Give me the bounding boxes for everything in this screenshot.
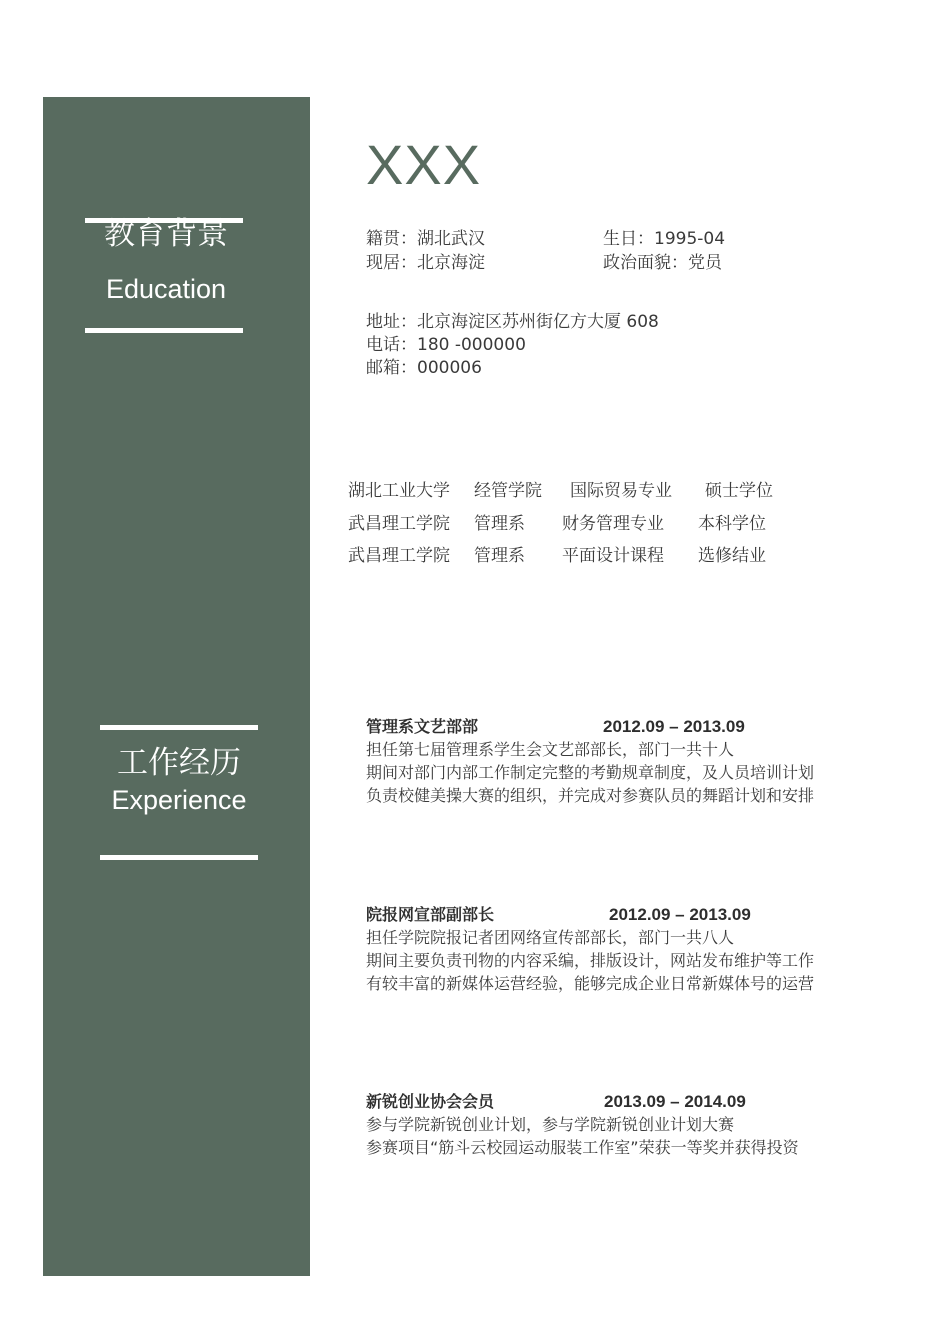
job-date: 2012.09 – 2013.09 [603,717,745,736]
job-line: 担任学院院报记者团网络宣传部部长，部门一共八人 [366,928,735,947]
birth-date: 生日：1995-04 [603,229,726,249]
job-title: 新锐创业协会会员 [366,1092,495,1111]
job-line: 有较丰富的新媒体运营经验，能够完成企业日常新媒体号的运营 [366,974,815,993]
education-bottom-rule [85,328,243,333]
experience-heading-cn: 工作经历 [117,745,241,781]
education-row [348,479,908,503]
experience-top-rule [100,725,258,730]
job-line: 参与学院新锐创业计划，参与学院新锐创业计划大赛 [366,1115,735,1134]
education-heading-en: Education [105,274,227,304]
edu-college: 管理系 [474,514,525,534]
job-entry [366,1090,906,1159]
education-row [348,544,908,568]
residence: 现居：北京海淀 [366,253,485,273]
edu-school: 湖北工业大学 [348,481,450,501]
experience-heading [79,743,279,817]
job-date: 2013.09 – 2014.09 [604,1092,746,1111]
email: 邮箱：000006 [366,358,482,378]
education-heading [66,214,266,306]
job-header [366,903,906,926]
job-line: 期间主要负责刊物的内容采编，排版设计，网站发布维护等工作 [366,951,815,970]
job-entry [366,715,906,807]
candidate-name: XXX [366,133,482,196]
experience-heading-en: Experience [111,785,247,815]
edu-major: 财务管理专业 [562,514,664,534]
native-place: 籍贯：湖北武汉 [366,229,485,249]
edu-school: 武昌理工学院 [348,514,450,534]
edu-major: 国际贸易专业 [570,481,672,501]
job-header [366,715,906,738]
edu-degree: 选修结业 [698,546,766,566]
job-title: 院报网宣部副部长 [366,905,495,924]
job-title: 管理系文艺部部 [366,717,479,736]
edu-major: 平面设计课程 [562,546,664,566]
edu-college: 经管学院 [474,481,542,501]
experience-bottom-rule [100,855,258,860]
political-status: 政治面貌：党员 [603,253,722,273]
edu-degree: 本科学位 [698,514,766,534]
education-heading-cn: 教育背景 [104,216,228,252]
edu-degree: 硕士学位 [705,481,773,501]
job-line: 参赛项目“筋斗云校园运动服装工作室”荣获一等奖并获得投资 [366,1138,799,1157]
job-line: 期间对部门内部工作制定完整的考勤规章制度，及人员培训计划 [366,763,815,782]
phone: 电话：180 -000000 [366,335,526,355]
address: 地址：北京海淀区苏州街亿方大厦 608 [366,312,659,332]
job-line: 担任第七届管理系学生会文艺部部长，部门一共十人 [366,740,735,759]
job-date: 2012.09 – 2013.09 [609,905,751,924]
edu-school: 武昌理工学院 [348,546,450,566]
job-entry [366,903,906,995]
education-row [348,512,908,536]
edu-college: 管理系 [474,546,525,566]
job-line: 负责校健美操大赛的组织，并完成对参赛队员的舞蹈计划和安排 [366,786,815,805]
job-header [366,1090,906,1113]
